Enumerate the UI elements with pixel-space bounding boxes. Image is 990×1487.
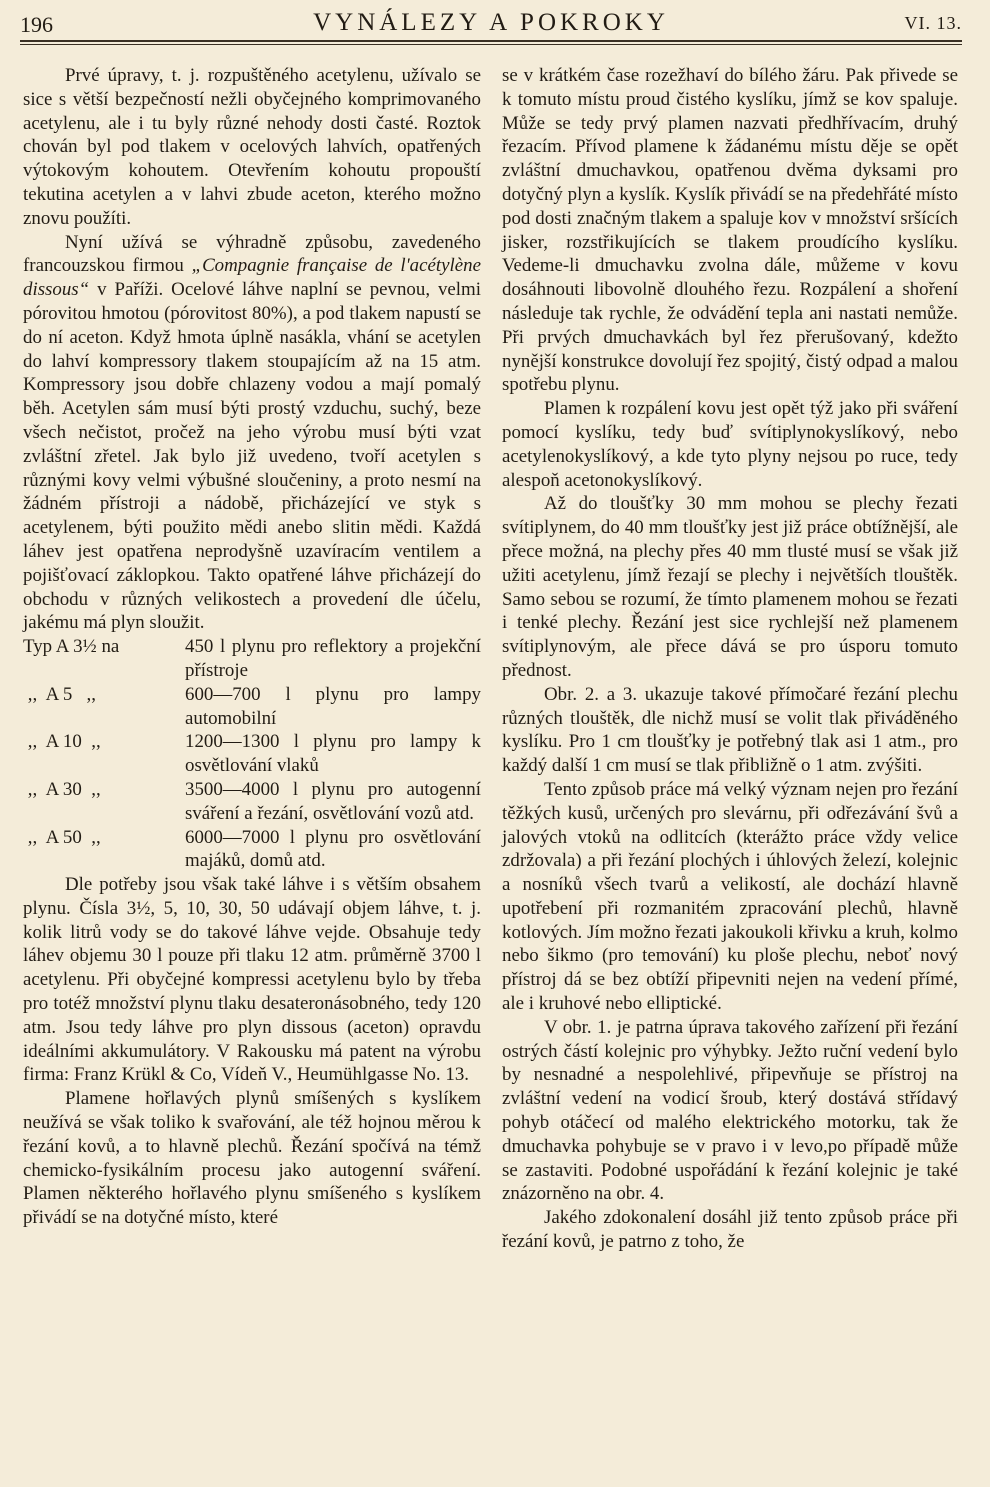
paragraph — [23, 231, 481, 636]
list-item — [23, 826, 481, 874]
list-item — [23, 778, 481, 826]
list-item — [23, 635, 481, 683]
header-rule-thick — [20, 40, 962, 42]
type-description: 600—700 l plynu pro lampy automobilní — [185, 683, 481, 729]
paragraph: Dle potřeby jsou však také láhve i s větším obsahem plynu. Čísla 3½, 5, 10, 30, 50 udávají objem láhve, t. j. kolik litrů vody se do takové láhve vejde. Obsahuje tedy láhev objemu 30 l pouze při tlaku 12 atm. průměrně 3700 l acetylenu. Při obyčejné kompressi acetylenu bylo by třeba pro totéž množství plynu tlaku desateronásobného, tedy 120 atm. Jsou tedy láhve pro plyn dissous (aceton) opravdu ideálními akkumulátory. V Rakousku má patent na výrobu firma: Franz Krükl & Co, Vídeň V., Heumühlgasse No. 13. — [23, 874, 481, 1086]
type-description: 1200—1300 l plynu pro lampy k osvětlování vlaků — [185, 731, 481, 777]
left-column — [23, 64, 481, 1230]
type-description: 450 l plynu pro reflektory a projekční přístroje — [185, 636, 481, 681]
type-code: ,, A 30 ,, — [23, 778, 101, 800]
list-item — [23, 683, 481, 731]
type-description: 6000—7000 l plynu pro osvětlování majáků, domů atd. — [185, 826, 481, 872]
paragraph: Až do tloušťky 30 mm mohou se plechy řezati svítiplynem, do 40 mm tloušťky jest již práce obtížnější, ale přece možná, na plechy přes 40 mm tlusté musí se však již užiti acetylenu, jímž řezají se plechy i největších tlouštěk. Samo sebou se rozumí, že tímto plamenem mohou se řezati i tenké plechy. Řezání jest sice rychlejší než plamenem svítiplynovým, ale přece dává se pro úsporu tomuto přednost. — [502, 493, 958, 681]
list-item — [23, 730, 481, 778]
journal-title: VYNÁLEZY A POKROKY — [313, 9, 669, 36]
paragraph: Prvé úpravy, t. j. rozpuštěného acetylenu, užívalo se sice s větší bezpečností nežli obyčejného komprimovaného acetylenu, ale i tu byly různé nehody dosti časté. Roztok chován byl pod tlakem v ocelových lahvích, opatřených výtokovým kohoutem. Otevřením kohoutu propouští tekutina acetylen a v lahvi zbude aceton, kterého možno znovu použíti. — [23, 65, 481, 229]
paragraph: Obr. 2. a 3. ukazuje takové přímočaré řezání plechu různých tlouštěk, dle nichž musí se volit tlak přiváděného kyslíku. Pro 1 cm tloušťky je potřebný tlak asi 1 atm., pro každý další 1 cm musí se tlak přibližně o 1 atm. zvýšiti. — [502, 683, 958, 777]
type-description: 3500—4000 l plynu pro autogenní sváření a řezání, osvětlování vozů atd. — [185, 778, 481, 824]
volume-number: VI. 13. — [904, 13, 962, 33]
type-code: Typ A 3½ na — [23, 636, 120, 658]
running-header — [20, 6, 962, 36]
header-rule-thin — [20, 44, 962, 45]
paragraph: Tento způsob práce má velký význam nejen pro řezání těžkých kusů, určených pro slevárnu, při odřezávání švů a jalových vtoků na odlitcích (kterážto práce vždy velice zdržovala) a při řezání plochých i úhlových železí, kolejnic a nosníků všech tvarů a velikostí, ale dochází hlavně upotřebení při rozmanitém zpracování plechů, hlavně kotlových. Jím možno řezati jakoukoli křivku a kruh, kolmo nebo šikmo (pro temování) ku ploše plechu, neboť nový přístroj dá se bez obtíží připevniti nejen na vedení přímé, ale i kruhové nebo elliptické. — [502, 778, 958, 1015]
page-number: 196 — [20, 12, 53, 37]
type-code: ,, A 10 ,, — [23, 731, 101, 753]
company-name: „Compagnie française de l'acétylène dissous“ — [23, 255, 481, 301]
paragraph: Plamen k rozpálení kovu jest opět týž jako při sváření pomocí kyslíku, tedy buď svítiplynokyslíkový, nebo acetylenokyslíkový, a kde tyto plyny nejsou po ruce, tedy alespoň acetonokyslíkový. — [502, 398, 958, 491]
paragraph: Plamene hořlavých plynů smíšených s kyslíkem neužívá se však toliko k svařování, ale též hojnou měrou k řezání kovů, a to hlavně plechů. Řezání spočívá na témž chemicko-fysikálním procesu jako autogenní sváření. Plamen některého hořlavého plynu smíšeného s kyslíkem přivádí se na dotyčné místo, které — [23, 1088, 481, 1229]
right-column — [502, 64, 958, 1254]
type-code: ,, A 50 ,, — [23, 826, 101, 848]
paragraph-text: Nyní užívá se výhradně způsobu, zavedeného francouzskou firmou — [23, 231, 481, 277]
paragraph-text: v Paříži. Ocelové láhve naplní se pevnou, velmi pórovitou hmotou (pórovitost 80%), a pod tlakem napustí se do ní aceton. Když hmota úplně nasákla, vhání se acetylen do lahví kompressory tlakem stoupajícím až na 15 atm. Kompressory jsou dobře chlazeny vodou a mají pomalý běh. Acetylen sám musí býti prostý vzduchu, suchý, beze všech nečistot, pročež na jeho výrobu musí býti vzat zvláštní zřetel. Jak bylo již uvedeno, tvoří acetylen s různými kovy velmi výbušné sloučeniny, a proto nesmí na žádném přístroji a nádobě, přicházející ve styk s acetylenem, býti použito mědi anebo slitin mědi. Každá láhev jest opatřena neprodyšně uzavíracím ventilem a pojišťovací záklopkou. Takto opatřené láhve přicházejí do obchodu v různých velikostech a provedení dle účelu, jakému má plyn sloužit. — [23, 279, 481, 634]
type-code: ,, A 5 ,, — [23, 683, 96, 705]
paragraph: Jakého zdokonalení dosáhl již tento způsob práce při řezání kovů, je patrno z toho, že — [502, 1207, 958, 1253]
cylinder-type-list — [23, 635, 481, 873]
paragraph: se v krátkém čase rozežhaví do bílého žáru. Pak přivede se k tomuto místu proud čistého kyslíku, jímž se kov spaluje. Může se tedy prvý plamen nazvati předhřívacím, druhý řezacím. Přívod plamene k žádanému místu děje se opět zvláštní dmuchavkou, opatřenou dvěma dyksami pro dotyčný plyn a kyslík. Kyslík přivádí se na předehřáté místo pod dosti značným tlakem a spaluje kov v množství sršících jisker, rozstřikujících se tlakem proudícího kyslíku. Vedeme-li dmuchavku zvolna dále, můžeme v kovu dosáhnouti libovolně dlouhého řezu. Rozpálení a shoření následuje tak rychle, že odvádění tepla ani nastati nemůže. Při prvých dmuchavkách byl řez přerušovaný, kdežto nynější konstrukce dovolují řez spojitý, čistý odpad a malou spotřebu plynu. — [502, 65, 958, 396]
paragraph: V obr. 1. je patrna úprava takového zařízení při řezání ostrých částí kolejnic pro výhybky. Ježto ruční vedení bylo by nesnadné a nespolehlivé, připevňuje se přístroj na zvláštní vedení na vodicí šroub, který dostává střídavý pohyb otáčecí od malého elektrického motorku, tak že dmuchavka pohybuje se v pravo i v levo,po případě může se zastaviti. Podobné uspořádání k řezání kolejnic je také znázorněno na obr. 4. — [502, 1016, 958, 1205]
